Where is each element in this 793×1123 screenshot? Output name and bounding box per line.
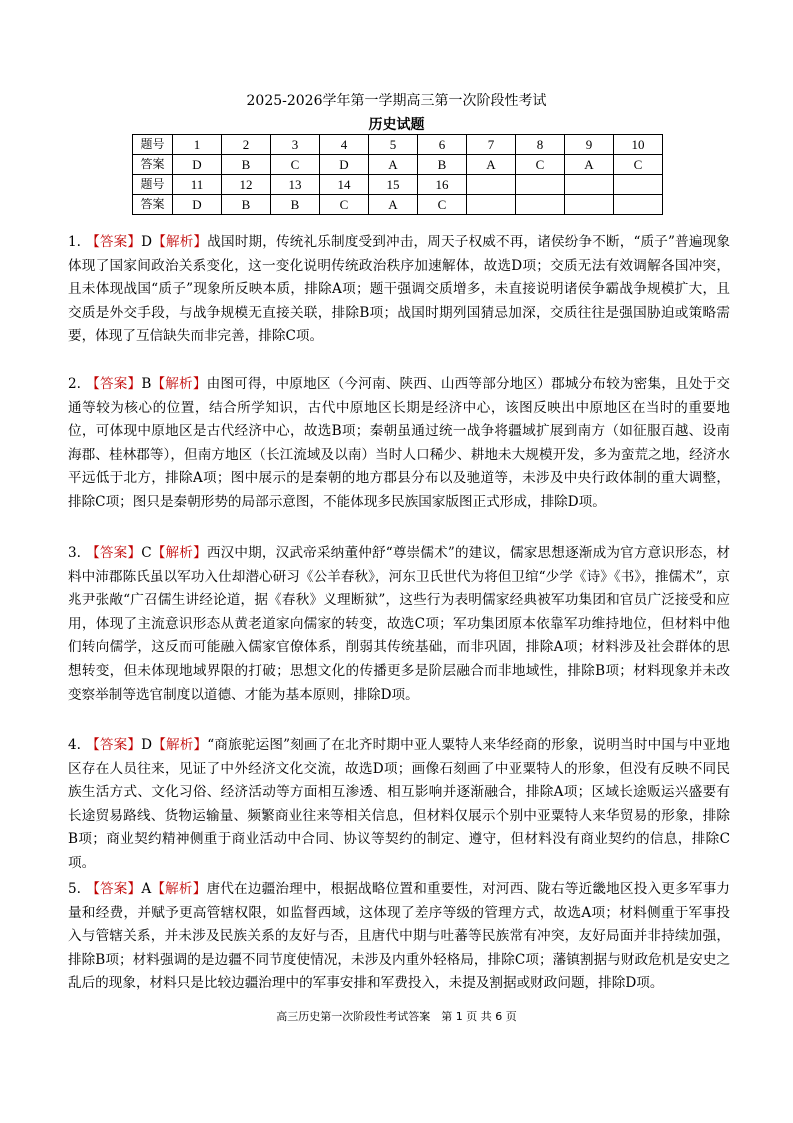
answer-table	[132, 134, 663, 215]
answer-table-cell: C	[516, 155, 565, 175]
answer-table-cell: 12	[222, 175, 271, 195]
answer-table-cell: 15	[369, 175, 418, 195]
question-3	[68, 542, 730, 707]
answer-table-header-cell: 答案	[133, 155, 173, 175]
answer-table-cell	[565, 195, 614, 215]
answer-table-row	[133, 175, 663, 195]
answer-table-cell	[516, 175, 565, 195]
answer-letter: D	[141, 737, 153, 753]
answer-table-cell: 13	[271, 175, 320, 195]
answer-table-cell: A	[565, 155, 614, 175]
answer-table-cell: 11	[173, 175, 222, 195]
answer-letter: A	[141, 881, 152, 897]
question-5	[68, 878, 730, 996]
answer-table-row	[133, 155, 663, 175]
answer-table-cell	[614, 195, 663, 215]
answer-table-cell: D	[320, 155, 369, 175]
answer-table-cell: 7	[467, 135, 516, 155]
answer-table-header-cell: 答案	[133, 195, 173, 215]
answer-table-cell: 6	[418, 135, 467, 155]
analysis-text: “商旅驼运图”刻画了在北齐时期中亚人粟特人来华经商的形象，说明当时中国与中亚地区存在人员往来，见证了中外经济文化交流，故选D项；画像石刻画了中亚粟特人的形象，但没有反映不同民族生活方式、文化习俗、经济活动等方面相互渗透、相互影响并逐渐融合，排除A项；区域长途贩运兴盛要有长途贸易路线、货物运输量、频繁商业往来等相关信息，但材料仅展示个别中亚粟特人来华贸易的形象，排除B项；商业契约精神侧重于商业活动中合同、协议等契约的制定、遵守，但材料没有商业契约的信息，排除C项。	[68, 737, 730, 871]
page-footer: 高三历史第一次阶段性考试答案 第 1 页 共 6 页	[276, 1010, 517, 1023]
analysis-tag: 【解析】	[151, 881, 207, 897]
answer-table-cell: C	[320, 195, 369, 215]
answer-table-cell	[467, 175, 516, 195]
analysis-text: 唐代在边疆治理中，根据战略位置和重要性，对河西、陇右等近畿地区投入更多军事力量和经费，并赋予更高管辖权限，如监督西域，这体现了差序等级的管理方式，故选A项；材料侧重于军事投入与管辖关系，并未涉及民族关系的友好与否，且唐代中期与吐蕃等民族常有冲突，友好局面并非持续加强，排除B项；材料强调的是边疆不同节度使情况，未涉及内重外轻格局，排除C项；藩镇割据与财政危机是安史之乱后的现象，材料只是比较边疆治理中的军事安排和军费投入，未提及割据或财政问题，排除D项。	[68, 881, 731, 992]
answer-table-row	[133, 135, 663, 155]
question-number: 1.	[68, 234, 81, 250]
exam-title: 2025-2026学年第一学期高三第一次阶段性考试	[246, 93, 547, 109]
answer-table-cell: D	[173, 195, 222, 215]
question-2	[68, 373, 730, 515]
answer-table-cell: A	[369, 155, 418, 175]
answer-table-cell: D	[173, 155, 222, 175]
answer-table-cell	[516, 195, 565, 215]
answer-tag: 【答案】	[86, 234, 142, 250]
answer-table-cell: 16	[418, 175, 467, 195]
answer-table-cell: B	[222, 155, 271, 175]
answer-table-cell: C	[418, 195, 467, 215]
answer-tag: 【答案】	[86, 545, 142, 561]
question-number: 4.	[68, 737, 81, 753]
answer-table-cell: C	[614, 155, 663, 175]
answer-tag: 【答案】	[86, 737, 142, 753]
answer-letter: B	[141, 376, 152, 392]
answer-table-cell: 9	[565, 135, 614, 155]
answer-table-cell: 4	[320, 135, 369, 155]
answer-table-cell: 5	[369, 135, 418, 155]
answer-table-cell: A	[369, 195, 418, 215]
answer-table-cell: A	[467, 155, 516, 175]
analysis-text: 西汉中期，汉武帝采纳董仲舒“尊崇儒术”的建议，儒家思想逐渐成为官方意识形态，材料中沛郡陈氏虽以军功入仕却潜心研习《公羊春秋》，河东卫氏世代为将但卫绾“少学《诗》《书》，推儒术”，京兆尹张敞“广召儒生讲经论道，据《春秋》义理断狱”，这些行为表明儒家经典被军功集团和官员广泛接受和应用，体现了主流意识形态从黄老道家向儒家的转变，故选C项；军功集团原本依靠军功维持地位，但材料中他们转向儒学，这反而可能融入儒家官僚体系，削弱其传统基础，而非巩固，排除A项；材料涉及社会群体的思想转变，但未体现地域界限的打破；思想文化的传播更多是阶层融合而非地域性，排除B项；材料现象并未改变察举制等选官制度以道德、才能为基本原则，排除D项。	[68, 545, 731, 703]
answer-table-cell: 1	[173, 135, 222, 155]
analysis-text: 战国时期，传统礼乐制度受到冲击，周天子权威不再，诸侯纷争不断，“质子”普遍现象体现了国家间政治关系变化，这一变化说明传统政治秩序加速解体，故选D项；交质无法有效调解各国冲突，且未体现战国“质子”现象所反映本质，排除A项；题干强调交质增多，未直接说明诸侯争霸战争规模扩大，且交质是外交手段，与战争规模无直接关联，排除B项；战国时期列国猜忌加深，交质往往是强国胁迫或策略需要，体现了互信缺失而非完善，排除C项。	[68, 234, 730, 345]
answer-table-cell	[467, 195, 516, 215]
answer-table-cell: B	[271, 195, 320, 215]
answer-table-cell	[614, 175, 663, 195]
analysis-tag: 【解析】	[152, 737, 208, 753]
analysis-tag: 【解析】	[151, 376, 207, 392]
answer-tag: 【答案】	[86, 881, 142, 897]
answer-table-cell: 10	[614, 135, 663, 155]
answer-table-row	[133, 195, 663, 215]
answer-table-cell: 2	[222, 135, 271, 155]
analysis-tag: 【解析】	[151, 545, 207, 561]
answer-table-header-cell: 题号	[133, 175, 173, 195]
question-number: 3.	[68, 545, 81, 561]
answer-table-cell: 3	[271, 135, 320, 155]
answer-tag: 【答案】	[86, 376, 142, 392]
exam-subtitle: 历史试题	[368, 117, 425, 133]
answer-table-cell: B	[418, 155, 467, 175]
question-4	[68, 734, 730, 876]
answer-table-cell: C	[271, 155, 320, 175]
analysis-tag: 【解析】	[152, 234, 208, 250]
question-1	[68, 231, 730, 349]
answer-table-header-cell: 题号	[133, 135, 173, 155]
answer-table-cell	[565, 175, 614, 195]
answer-table-cell: 14	[320, 175, 369, 195]
question-number: 5.	[68, 881, 81, 897]
question-number: 2.	[68, 376, 81, 392]
answer-letter: C	[141, 545, 152, 561]
answer-table-cell: B	[222, 195, 271, 215]
analysis-text: 由图可得，中原地区（今河南、陕西、山西等部分地区）郡城分布较为密集，且处于交通等较为核心的位置，结合所学知识，古代中原地区长期是经济中心，该图反映出中原地区在当时的重要地位，可体现中原地区是古代经济中心，故选B项；秦朝虽通过统一战争将疆域扩展到南方（如征服百越、设南海郡、桂林郡等），但南方地区（长江流域及以南）当时人口稀少、耕地未大规模开发，多为蛮荒之地，经济水平远低于北方，排除A项；图中展示的是秦朝的地方郡县分布以及驰道等，未涉及中央行政体制的重大调整，排除C项；图只是秦朝形势的局部示意图，不能体现多民族国家版图正式形成，排除D项。	[68, 376, 731, 510]
answer-letter: D	[141, 234, 153, 250]
answer-table-cell: 8	[516, 135, 565, 155]
